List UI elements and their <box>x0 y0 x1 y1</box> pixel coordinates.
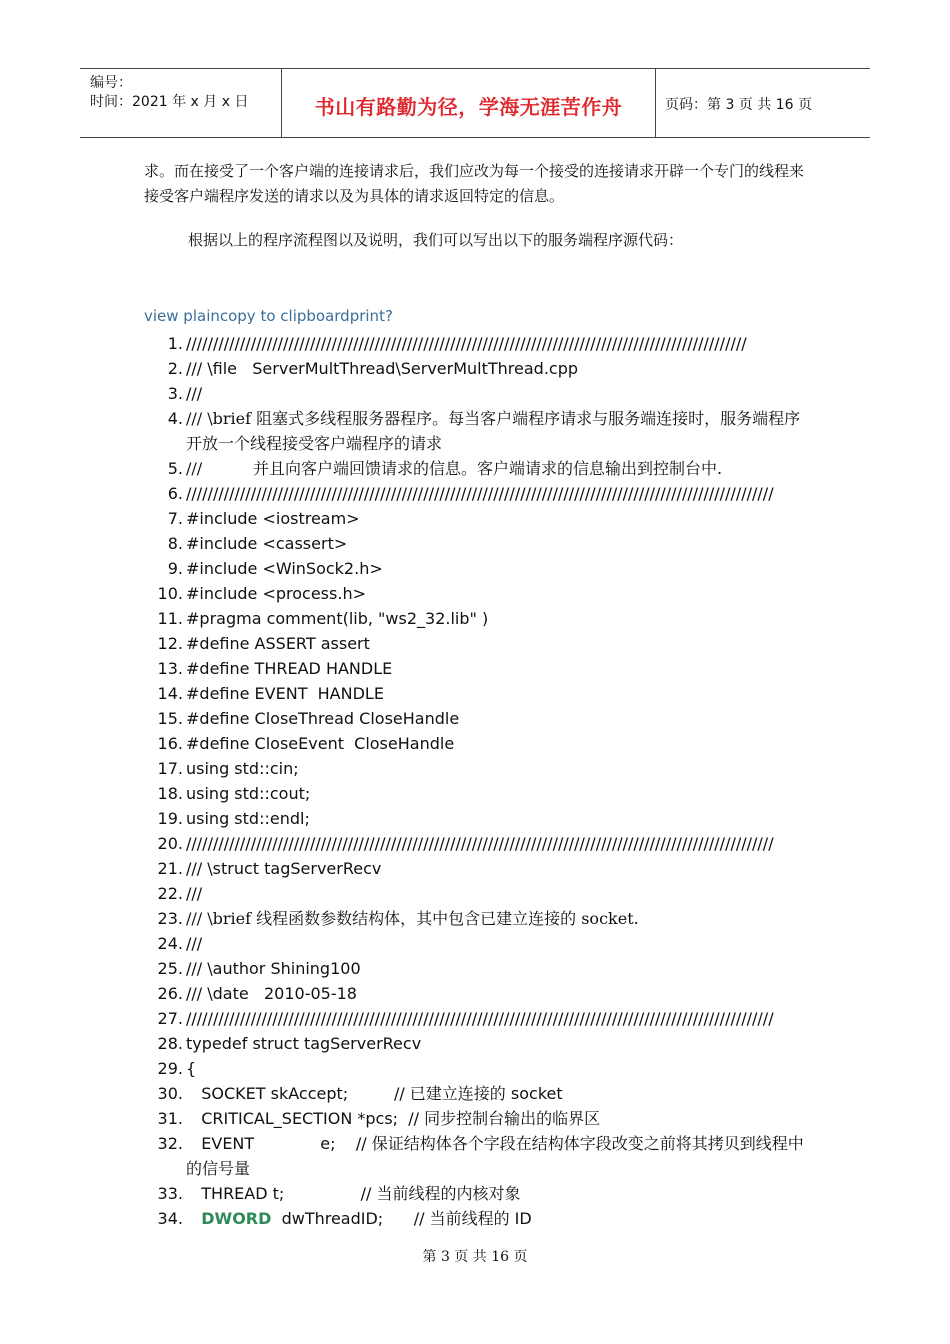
code-text: ///////////////////////////////////////////////////////////////////////////////////////////////////////////// <box>186 834 774 853</box>
code-text: /// 并且向客户端回馈请求的信息。客户端请求的信息输出到控制台中. <box>186 459 723 478</box>
code-text: { <box>186 1059 197 1078</box>
code-text-rest: dwThreadID; // 当前线程的 ID <box>271 1209 532 1228</box>
line-number: 9. <box>167 559 183 578</box>
line-number: 25. <box>157 959 183 978</box>
keyword-dword: DWORD <box>201 1209 272 1228</box>
paragraph-intro: 求。而在接受了一个客户端的连接请求后，我们应改为每一个接受的连接请求开辟一个专门的线程来接受客户端程序发送的请求以及为具体的请求返回特定的信息。 <box>144 162 805 205</box>
code-text: /// <box>186 384 203 403</box>
code-text: using std::cout; <box>186 784 311 803</box>
code-text: ///////////////////////////////////////////////////////////////////////////////////////////////////////////// <box>186 484 774 503</box>
code-text: using std::cin; <box>186 759 299 778</box>
header-page-number: 页码：第 3 页 共 16 页 <box>665 97 812 113</box>
line-number: 29. <box>157 1059 183 1078</box>
code-text: #include <WinSock2.h> <box>186 559 383 578</box>
line-number: 30. <box>157 1084 183 1103</box>
code-text: #pragma comment(lib, "ws2_32.lib" ) <box>186 609 489 628</box>
code-text: THREAD t; // 当前线程的内核对象 <box>186 1184 521 1203</box>
code-text: /// <box>186 934 203 953</box>
line-number: 34. <box>157 1209 183 1228</box>
code-text: //////////////////////////////////////////////////////////////////////////////////////////////////////// <box>186 334 747 353</box>
code-text: SOCKET skAccept; // 已建立连接的 socket <box>186 1084 563 1103</box>
code-text: /// \brief 线程函数参数结构体，其中包含已建立连接的 socket. <box>186 909 639 928</box>
line-number: 33. <box>157 1184 183 1203</box>
line-number: 20. <box>157 834 183 853</box>
code-text: ///////////////////////////////////////////////////////////////////////////////////////////////////////////// <box>186 1009 774 1028</box>
code-text: #define CloseEvent CloseHandle <box>186 734 455 753</box>
header-info-cell <box>80 69 281 137</box>
header-page-cell <box>655 69 870 137</box>
line-number: 22. <box>157 884 183 903</box>
header-motto: 书山有路勤为径，学海无涯苦作舟 <box>314 95 623 119</box>
line-number: 18. <box>157 784 183 803</box>
line-number: 5. <box>167 459 183 478</box>
code-text: using std::endl; <box>186 809 310 828</box>
line-number: 3. <box>167 384 183 403</box>
line-number: 15. <box>157 709 183 728</box>
code-text: #include <iostream> <box>186 509 360 528</box>
line-number: 16. <box>157 734 183 753</box>
line-number: 7. <box>167 509 183 528</box>
line-number: 32. <box>157 1134 183 1153</box>
line-number: 31. <box>157 1109 183 1128</box>
code-text: /// \author Shining100 <box>186 959 361 978</box>
code-text: #include <cassert> <box>186 534 348 553</box>
code-text: #define EVENT HANDLE <box>186 684 384 703</box>
line-number: 8. <box>167 534 183 553</box>
code-text: #define CloseThread CloseHandle <box>186 709 460 728</box>
line-number: 2. <box>167 359 183 378</box>
code-text: /// \brief 阻塞式多线程服务器程序。每当客户端程序请求与服务端连接时，服务端程序开放一个线程接受客户端程序的请求 <box>186 409 801 453</box>
line-number: 19. <box>157 809 183 828</box>
line-number: 27. <box>157 1009 183 1028</box>
code-text: /// <box>186 884 203 903</box>
document-number-label: 编号： <box>90 75 132 91</box>
code-text: #define THREAD HANDLE <box>186 659 393 678</box>
document-date-label: 时间：2021 年 x 月 x 日 <box>90 94 249 110</box>
line-number: 6. <box>167 484 183 503</box>
code-text: typedef struct tagServerRecv <box>186 1034 422 1053</box>
line-number: 10. <box>157 584 183 603</box>
line-number: 17. <box>157 759 183 778</box>
line-number: 24. <box>157 934 183 953</box>
line-number: 14. <box>157 684 183 703</box>
code-text <box>186 1206 811 1231</box>
view-plain-copy-link[interactable]: view plaincopy to clipboardprint? <box>144 307 393 325</box>
line-number: 28. <box>157 1034 183 1053</box>
line-number: 13. <box>157 659 183 678</box>
page-header <box>80 68 870 138</box>
header-motto-cell <box>281 69 656 137</box>
code-text: /// \file ServerMultThread\ServerMultThread.cpp <box>186 359 579 378</box>
line-number: 4. <box>167 409 183 428</box>
code-text: /// \date 2010-05-18 <box>186 984 357 1003</box>
line-number: 1. <box>167 334 183 353</box>
line-number: 11. <box>157 609 183 628</box>
code-text: /// \struct tagServerRecv <box>186 859 382 878</box>
paragraph-lead-in: 根据以上的程序流程图以及说明，我们可以写出以下的服务端程序源代码： <box>188 231 684 249</box>
page-footer: 第 3 页 共 16 页 <box>422 1249 528 1265</box>
line-number: 26. <box>157 984 183 1003</box>
line-number: 23. <box>157 909 183 928</box>
code-text: #include <process.h> <box>186 584 366 603</box>
code-text: #define ASSERT assert <box>186 634 370 653</box>
line-number: 12. <box>157 634 183 653</box>
line-number: 21. <box>157 859 183 878</box>
code-text: CRITICAL_SECTION *pcs; // 同步控制台输出的临界区 <box>186 1109 601 1128</box>
code-text: EVENT e; // 保证结构体各个字段在结构体字段改变之前将其拷贝到线程中的信号量 <box>186 1134 804 1178</box>
